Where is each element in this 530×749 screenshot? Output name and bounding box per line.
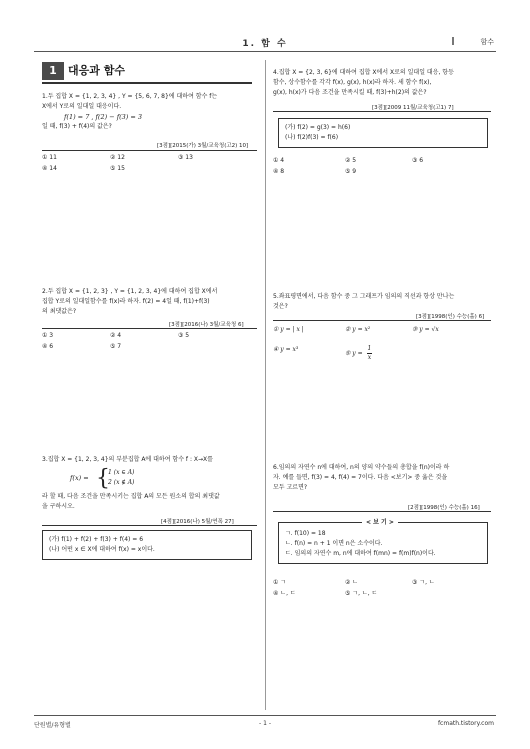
page-title: 1. 함 수 bbox=[242, 39, 288, 49]
choice: ③ 13 bbox=[178, 154, 193, 161]
choice: ④ 6 bbox=[42, 343, 54, 350]
problem-4-source: [3점][2009 11월/교육청(고1) 7] bbox=[372, 105, 454, 111]
problem-6-source: [2점][1998(인) 수능(홀) 16] bbox=[408, 505, 480, 511]
choice: ① 4 bbox=[273, 157, 285, 164]
problem-1-line: 1.두 집합 X = {1, 2, 3, 4} , Y = {5, 6, 7, 8}에 대하여 함수 f는 bbox=[42, 93, 218, 100]
choice: ③ ㄱ, ㄴ bbox=[412, 579, 435, 586]
condition-box bbox=[278, 118, 488, 148]
bogi-item: ㄴ. f(n) = n + 1 이면 n은 소수이다. bbox=[285, 540, 383, 547]
choice: ① y = | x | bbox=[273, 326, 304, 333]
problem-2-source: [3점][2016(나) 3월/교육청 6] bbox=[169, 322, 244, 328]
problem-2-line: 2.두 집합 X = {1, 2, 3} , Y = {1, 2, 3, 4}에 대하여 집합 X에서 bbox=[42, 288, 218, 295]
problem-1-line: 일 때, f(3) + f(4)의 값은? bbox=[42, 123, 112, 130]
fraction-numerator: 1 bbox=[367, 345, 372, 352]
choice: ④ 14 bbox=[42, 165, 57, 172]
problem-3-stem: 3.집합 X = {1, 2, 3, 4}의 부분집합 A에 대하여 함수 f : X→X를 bbox=[42, 456, 213, 463]
problem-1-condition: f(1) = 7 , f(2) − f(3) = 3 bbox=[64, 113, 143, 121]
choice: ③ 6 bbox=[412, 157, 424, 164]
condition: (나) f(2)f(3) = f(6) bbox=[285, 134, 339, 141]
choice: ⑤ ㄱ, ㄴ, ㄷ bbox=[345, 590, 378, 597]
bogi-item: ㄱ. f(10) = 18 bbox=[285, 530, 326, 537]
problem-4-source-rule bbox=[273, 111, 491, 112]
problem-2-line: 의 최댓값은? bbox=[42, 308, 77, 315]
section-title: 대응과 함수 bbox=[68, 64, 125, 77]
problem-4-line: g(x), h(x)가 다음 조건을 만족시킬 때, f(3)+h(2)의 값은? bbox=[273, 89, 427, 96]
problem-6-line: 자. 예를 들면, f(3) = 4, f(4) = 7이다. 다음 <보기> 중 옳은 것을 bbox=[273, 474, 448, 481]
brace-icon: { bbox=[96, 466, 110, 491]
problem-2-line: 집합 Y로의 일대일함수를 f(x)라 하자. f(2) = 4일 때, f(1)+f(3) bbox=[42, 298, 210, 305]
fraction-denominator: x bbox=[367, 354, 372, 361]
section-underline bbox=[42, 82, 252, 84]
choice: ⑤ 7 bbox=[110, 343, 122, 350]
condition-box bbox=[42, 530, 252, 560]
footer-left: 단원별/유형별 bbox=[34, 722, 71, 729]
problem-3-piecewise-lhs: f(x) = bbox=[70, 474, 89, 482]
problem-6-line: 모두 고르면? bbox=[273, 484, 308, 491]
problem-6-source-rule bbox=[273, 511, 491, 512]
problem-2-source-rule bbox=[42, 328, 257, 329]
section-number: 1 bbox=[42, 62, 64, 80]
condition: (가) f(2) = g(3) = h(6) bbox=[285, 124, 351, 131]
piecewise-case: 1 (x ∈ A) bbox=[108, 469, 135, 476]
problem-1-source-rule bbox=[42, 150, 257, 151]
problem-5-source-rule bbox=[273, 320, 491, 321]
problem-5 bbox=[273, 292, 493, 312]
problem-2 bbox=[42, 287, 257, 317]
choice: ② ㄴ bbox=[345, 579, 359, 586]
choice: ① 3 bbox=[42, 332, 54, 339]
choice: ② 4 bbox=[110, 332, 122, 339]
choice: ② 12 bbox=[110, 154, 125, 161]
choice: ① 11 bbox=[42, 154, 57, 161]
choice: ④ 8 bbox=[273, 168, 285, 175]
choice: ④ y = x³ bbox=[273, 346, 299, 353]
problem-6-line: 6.임의의 자연수 n에 대하여, n의 양의 약수들의 총합을 f(n)이라 하 bbox=[273, 464, 450, 471]
choice: ④ ㄴ, ㄷ bbox=[273, 590, 296, 597]
problem-3-line: 라 할 때, 다음 조건을 만족시키는 집합 A의 모든 원소의 합의 최댓값 bbox=[42, 493, 220, 500]
problem-4 bbox=[273, 68, 493, 98]
problem-6 bbox=[273, 463, 493, 493]
header-rule bbox=[34, 51, 496, 52]
problem-1-line: X에서 Y로의 일대일 대응이다. bbox=[42, 103, 122, 110]
problem-4-line: 함수, 상수함수를 각각 f(x), g(x), h(x)라 하자. 세 함수 f(x), bbox=[273, 79, 432, 86]
choice: ② 5 bbox=[345, 157, 357, 164]
header-divider bbox=[452, 37, 454, 45]
choice: ② y = x² bbox=[345, 326, 371, 333]
piecewise-case: 2 (x ∉ A) bbox=[108, 479, 135, 486]
footer-site: fcmath.tistory.com bbox=[437, 720, 494, 727]
choice: ③ 5 bbox=[178, 332, 190, 339]
problem-3-tail bbox=[42, 492, 257, 512]
fraction-prefix: ⑤ y = bbox=[345, 350, 363, 357]
bogi-item: ㄷ. 임의의 자연수 m, n에 대하여 f(mn) = f(m)f(n)이다. bbox=[285, 550, 436, 557]
choice: ③ y = √x bbox=[412, 326, 439, 333]
problem-1 bbox=[42, 92, 257, 132]
problem-3-source-rule bbox=[42, 525, 257, 526]
bogi-title: < 보 기 > bbox=[362, 517, 398, 526]
problem-3-source: [4점][2016(나) 5월/연폭 27] bbox=[161, 519, 234, 525]
problem-4-line: 4.집합 X = {2, 3, 6}에 대하여 집합 X에서 X로의 일대일 대응, 항등 bbox=[273, 69, 454, 76]
page-number: - 1 - bbox=[259, 720, 271, 727]
problem-3-line: 을 구하시오. bbox=[42, 503, 75, 510]
bogi-box bbox=[278, 522, 488, 564]
condition: (나) 어떤 x ∈ X에 대하여 f(x) = x이다. bbox=[49, 546, 155, 553]
fraction bbox=[367, 345, 373, 362]
problem-5-source: [3점][1998(인) 수능(홀) 6] bbox=[416, 314, 485, 320]
problem-1-source: [3점][2015(가) 3월/교육청(고2) 10] bbox=[157, 143, 249, 149]
problem-5-line: 5.좌표평면에서, 다음 함수 중 그 그래프가 임의의 직선과 항상 만나는 bbox=[273, 293, 455, 300]
choice: ⑤ 15 bbox=[110, 165, 125, 172]
choice: ⑤ 9 bbox=[345, 168, 357, 175]
header-subject: 함수 bbox=[480, 38, 494, 46]
choice: ① ㄱ bbox=[273, 579, 287, 586]
condition: (가) f(1) + f(2) + f(3) + f(4) = 6 bbox=[49, 536, 144, 543]
problem-5-line: 것은? bbox=[273, 303, 288, 310]
problem-3-piecewise bbox=[108, 468, 134, 488]
column-divider bbox=[265, 60, 266, 710]
footer-rule bbox=[34, 715, 496, 716]
choice-fraction bbox=[345, 345, 372, 362]
